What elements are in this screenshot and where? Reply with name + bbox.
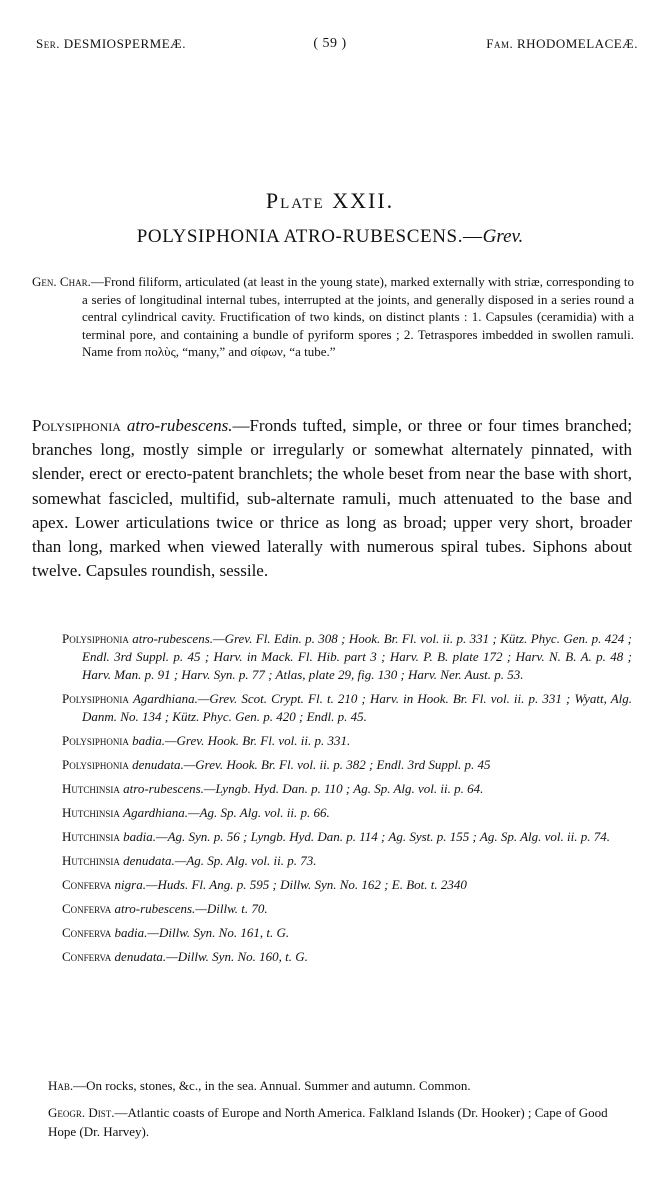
habitat-label: Hab. [48, 1078, 74, 1093]
species-title-author: Grev. [482, 226, 524, 247]
generic-character [32, 273, 634, 361]
page-number: ( 59 ) [313, 36, 347, 51]
synonym-species: badia. [132, 733, 165, 748]
synonym-citation: —Grev. Fl. Edin. p. 308 ; Hook. Br. Fl. vol. ii. p. 331 ; Kütz. Phyc. Gen. p. 424 ; Endl. 3rd Suppl. p. 45 ; Harv. in Mack. Fl. Hib. part 3 ; Harv. P. B. plate 172 ; Harv. N. B. A. p. 48 ; Harv. Man. p. 91 ; Harv. Syn. p. 77 ; Atlas, plate 29, fig. 130 ; Harv. Ner. Aust. p. 53. [82, 631, 633, 682]
synonym-entry [62, 690, 632, 726]
synonym-entry [62, 780, 632, 798]
synonym-citation: —Dillw. Syn. No. 160, t. G. [166, 949, 308, 964]
synonym-entry [62, 828, 632, 846]
synonym-genus: Hutchinsia [62, 781, 120, 796]
synonym-species: denudata. [132, 757, 184, 772]
synonym-genus: Hutchinsia [62, 829, 120, 844]
synonym-entry [62, 756, 632, 774]
synonym-species: atro-rubescens. [132, 631, 214, 646]
synonym-genus: Polysiphonia [62, 691, 129, 706]
synonym-citation: —Huds. Fl. Ang. p. 595 ; Dillw. Syn. No. 162 ; E. Bot. t. 2340 [145, 877, 467, 892]
synonym-entry [62, 876, 632, 894]
species-title-name: POLYSIPHONIA ATRO-RUBESCENS.— [136, 226, 483, 247]
synonym-species: atro-rubescens. [123, 781, 204, 796]
synonym-citation: —Grev. Scot. Crypt. Fl. t. 210 ; Harv. in Hook. Br. Fl. vol. ii. p. 331 ; Wyatt, Alg. Danm. No. 134 ; Kütz. Phyc. Gen. p. 420 ; Endl. p. 45. [82, 691, 633, 724]
synonym-entry [62, 630, 632, 684]
synonym-species: Agardhiana. [132, 691, 198, 706]
synonym-citation: —Ag. Sp. Alg. vol. ii. p. 73. [174, 853, 317, 868]
species-title [0, 226, 660, 248]
plate-heading: Plate XXII. [265, 188, 395, 213]
distribution-text: —Atlantic coasts of Europe and North America. Falkland Islands (Dr. Hooker) ; Cape of Good Hope (Dr. Harvey). [48, 1105, 608, 1139]
synonym-citation: —Grev. Hook. Br. Fl. vol. ii. p. 382 ; Endl. 3rd Suppl. p. 45 [183, 757, 491, 772]
synonym-genus: Hutchinsia [62, 805, 120, 820]
generic-character-label: Gen. Char. [32, 274, 91, 289]
synonym-entry [62, 852, 632, 870]
synonym-entry [62, 924, 632, 942]
synonym-entry [62, 804, 632, 822]
synonym-species: badia. [123, 829, 157, 844]
synonym-entry [62, 732, 632, 750]
synonym-citation: —Dillw. Syn. No. 161, t. G. [147, 925, 290, 940]
synonym-citation: —Grev. Hook. Br. Fl. vol. ii. p. 331. [164, 733, 351, 748]
species-description [32, 414, 632, 583]
synonym-genus: Conferva [62, 877, 112, 892]
synonym-genus: Conferva [62, 901, 112, 916]
synonym-citation: —Lyngb. Hyd. Dan. p. 110 ; Ag. Sp. Alg. vol. ii. p. 64. [203, 781, 484, 796]
synonym-genus: Polysiphonia [62, 631, 129, 646]
description-text: —Fronds tufted, simple, or three or four times branched; branches long, mostly simple or irregularly or somewhat alternately pinnated, with slender, erect or erecto-patent branchlets; the whole beset from near the base with short, somewhat fascicled, multifid, sub-alternate ramuli, much attenuated to the base and apex. Lower articulations twice or thrice as long as broad; upper very short, broader than long, marked when viewed laterally with numerous spiral tubes. Siphons about twelve. Capsules roundish, sessile. [32, 416, 632, 581]
generic-character-text: —Frond filiform, articulated (at least in the young state), marked externally with striæ, corresponding to a series of longitudinal internal tubes, interrupted at the joints, and generally disposed in a series round a central cylindrical cavity. Fructification of two kinds, on distinct plants : 1. Capsules (ceramidia) with a terminal pore, and containing a bundle of pyriform spores ; 2. Tetraspores imbedded in swollen ramuli. Name from πολὺς, “many,” and σίφων, “a tube.” [82, 274, 634, 360]
synonym-citation: —Dillw. t. 70. [195, 901, 268, 916]
synonym-entry [62, 900, 632, 918]
synonym-species: denudata. [123, 853, 175, 868]
synonymy-list [62, 630, 632, 972]
description-species: atro-rubescens. [126, 416, 233, 435]
synonym-species: denudata. [114, 949, 167, 964]
description-genus: Polysiphonia [32, 416, 121, 435]
habitat-text: —On rocks, stones, &c., in the sea. Annual. Summer and autumn. Common. [73, 1078, 471, 1093]
synonym-genus: Hutchinsia [62, 853, 120, 868]
synonym-entry [62, 948, 632, 966]
running-header-series: Ser. DESMIOSPERMEÆ. [36, 36, 186, 51]
synonym-species: nigra. [114, 877, 146, 892]
synonym-species: Agardhiana. [123, 805, 189, 820]
description-paragraph [32, 414, 632, 583]
distribution-label: Geogr. Dist. [48, 1105, 115, 1120]
synonym-genus: Polysiphonia [62, 733, 129, 748]
synonym-citation: —Ag. Syn. p. 56 ; Lyngb. Hyd. Dan. p. 114 ; Ag. Syst. p. 155 ; Ag. Sp. Alg. vol. ii. p. 74. [156, 829, 610, 844]
synonym-genus: Conferva [62, 949, 112, 964]
geographic-distribution [48, 1103, 634, 1141]
synonym-genus: Conferva [62, 925, 112, 940]
generic-character-paragraph [32, 273, 634, 361]
synonym-genus: Polysiphonia [62, 757, 129, 772]
habitat [48, 1077, 634, 1095]
running-header-family: Fam. RHODOMELACEÆ. [486, 36, 638, 51]
synonym-citation: —Ag. Sp. Alg. vol. ii. p. 66. [188, 805, 330, 820]
synonym-species: badia. [114, 925, 148, 940]
synonym-species: atro-rubescens. [114, 901, 196, 916]
